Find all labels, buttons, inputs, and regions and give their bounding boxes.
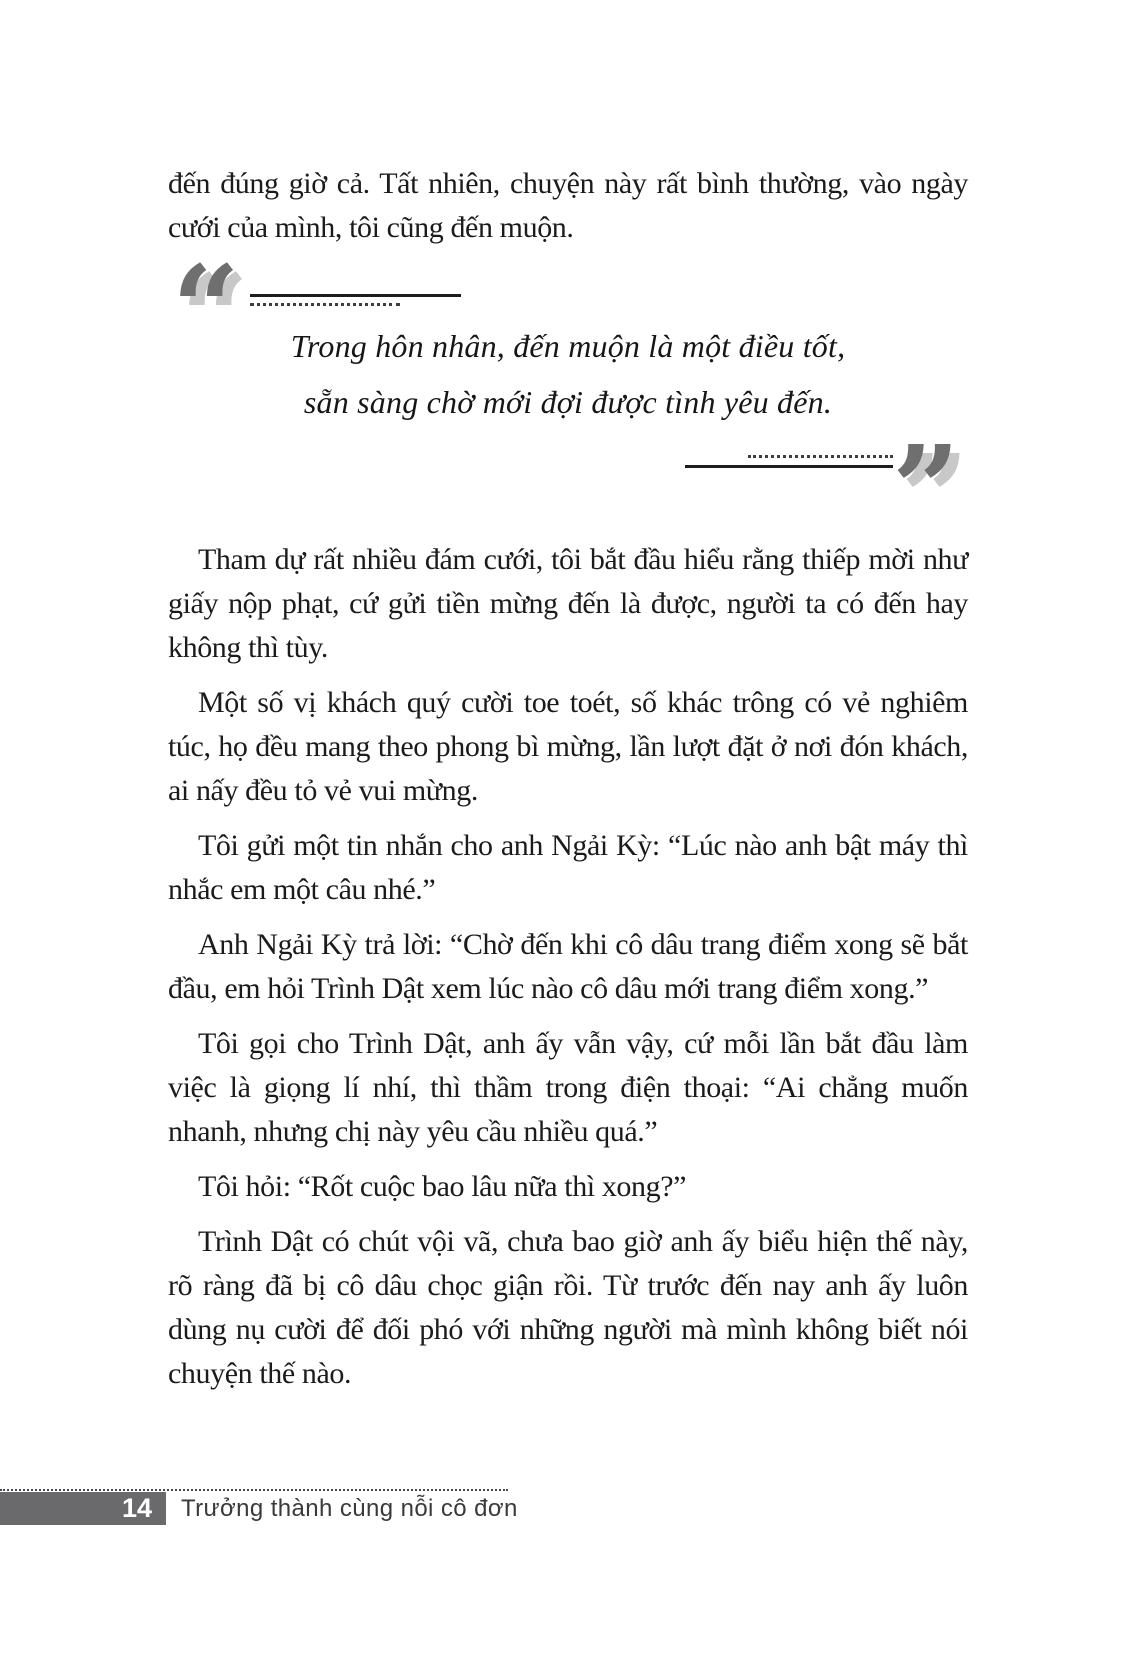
paragraph-continuation: đến đúng giờ cả. Tất nhiên, chuyện này rất bình thường, vào ngày cưới của mình, tôi cũng đến muộn.: [168, 167, 968, 244]
open-quote-icon: “: [172, 239, 240, 378]
paragraph: Tham dự rất nhiều đám cưới, tôi bắt đầu hiểu rằng thiếp mời như giấy nộp phạt, cứ gửi tiền mừng đến là được, người ta có đến hay không thì tùy.: [168, 543, 968, 664]
footer-dotted-line: [0, 1489, 508, 1491]
page-number-badge: 14: [0, 1492, 166, 1525]
close-quote-icon: ”: [892, 419, 960, 558]
dotted-divider-line: [748, 455, 893, 458]
paragraph: Tôi gửi một tin nhắn cho anh Ngải Kỳ: “Lúc nào anh bật máy thì nhắc em một câu nhé.”: [168, 829, 968, 906]
pull-quote: [168, 239, 968, 558]
dotted-divider-line: [250, 303, 400, 306]
paragraph: Anh Ngải Kỳ trả lời: “Chờ đến khi cô dâu trang điểm xong sẽ bắt đầu, em hỏi Trình Dật xem lúc nào cô dâu mới trang điểm xong.”: [168, 928, 968, 1005]
paragraph: Tôi gọi cho Trình Dật, anh ấy vẫn vậy, cứ mỗi lần bắt đầu làm việc là giọng lí nhí, thì thầm trong điện thoại: “Ai chẳng muốn nhanh, nhưng chị này yêu cầu nhiều quá.”: [168, 1027, 968, 1148]
divider-line: [250, 294, 461, 297]
pull-quote-close-decoration: [168, 419, 968, 558]
paragraph: Tôi hỏi: “Rốt cuộc bao lâu nữa thì xong?”: [198, 1170, 687, 1203]
pull-quote-line-2: sẵn sàng chờ mới đợi được tình yêu đến.: [303, 384, 833, 420]
paragraph: Một số vị khách quý cười toe toét, số khác trông có vẻ nghiêm túc, họ đều mang theo phong bì mừng, lần lượt đặt ở nơi đón khách, ai nấy đều tỏ vẻ vui mừng.: [168, 686, 968, 807]
divider-line: [685, 465, 893, 468]
page-text-block: [168, 162, 968, 1407]
paragraph: Trình Dật có chút vội vã, chưa bao giờ anh ấy biểu hiện thế này, rõ ràng đã bị cô dâu chọc giận rồi. Từ trước đến nay anh ấy luôn dùng nụ cười để đối phó với những người mà mình không biết nói chuyện thế nào.: [168, 1225, 968, 1390]
pull-quote-text: [168, 318, 968, 430]
book-title: Trưởng thành cùng nỗi cô đơn: [181, 1495, 518, 1522]
pull-quote-line-1: Trong hôn nhân, đến muộn là một điều tốt,: [290, 328, 846, 364]
